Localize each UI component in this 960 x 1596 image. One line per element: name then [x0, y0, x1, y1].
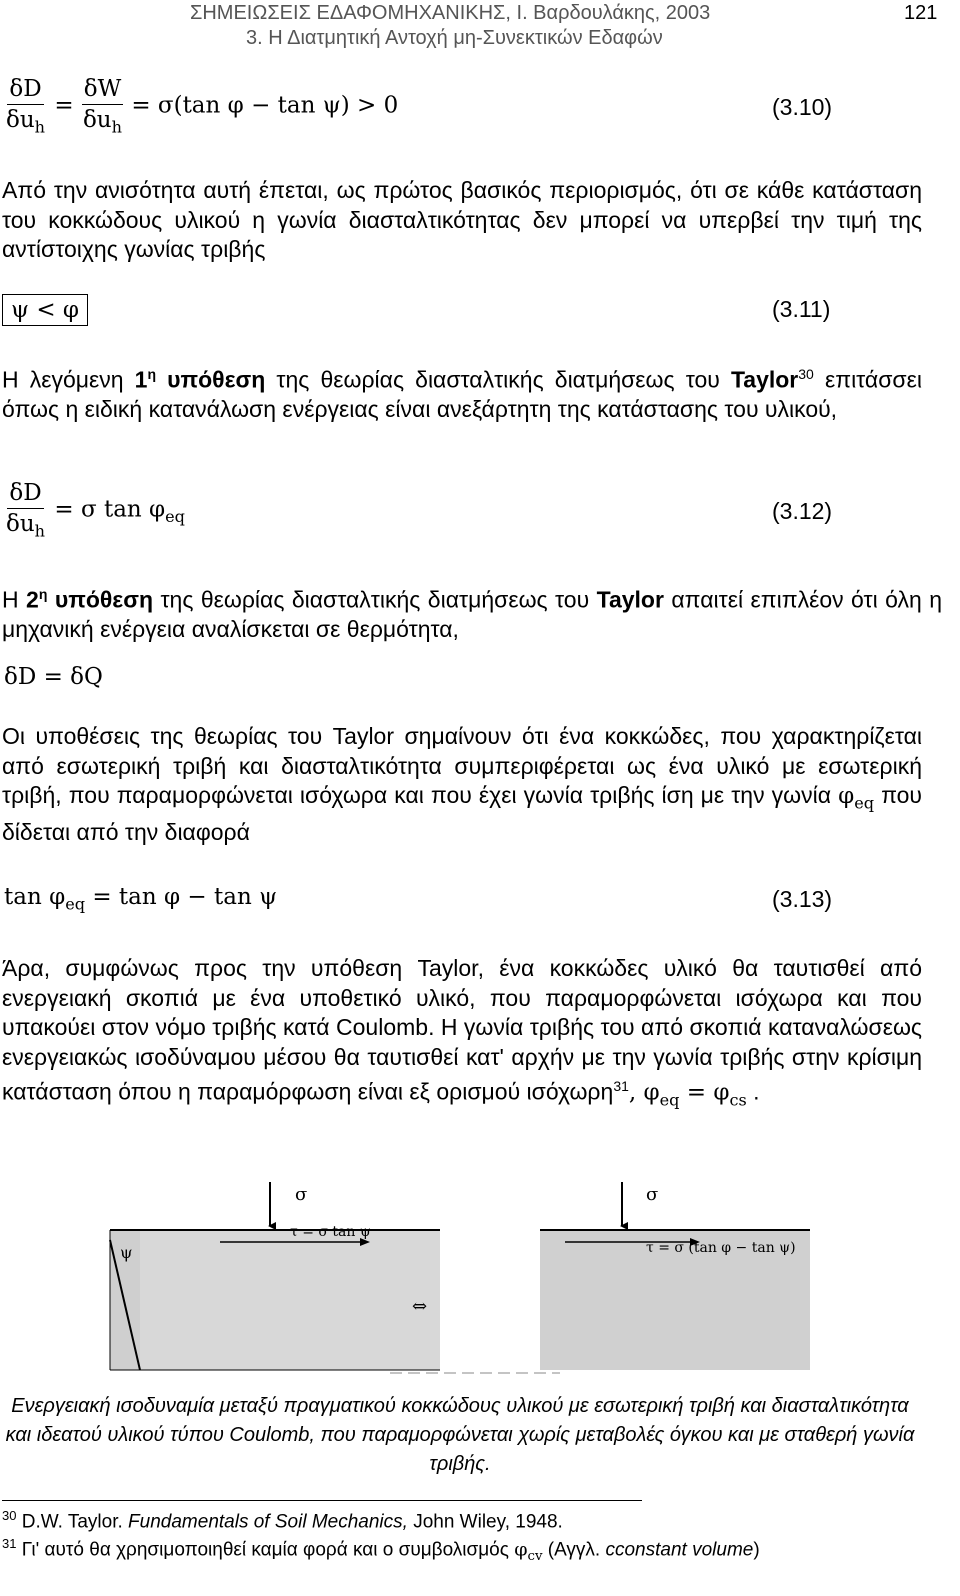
running-header-chapter: 3. Η Διατμητική Αντοχή μη-Συνεκτικών Εδαφών: [246, 27, 663, 49]
equation-3-11: ψ < φ: [2, 294, 88, 326]
footnote-30: $^{30}$ D.W. Taylor. Fundamentals of Soil Mechanics, John Wiley, 1948.: [2, 1508, 563, 1533]
equivalence-symbol: ⇔: [412, 1296, 428, 1317]
equation-number-3-11: (3.11): [772, 296, 831, 322]
page-number: 121: [904, 2, 938, 24]
label-tau-right: τ = σ (tan φ − tan ψ): [646, 1240, 796, 1256]
equation-number-3-12: (3.12): [772, 498, 833, 524]
label-sigma-left: σ: [295, 1184, 308, 1205]
figure-caption: Ενεργειακή ισοδυναμία μεταξύ πραγματικού κοκκώδους υλικού με εσωτερική τριβή και διασταλτικότητα και ιδεατού υλικού τύπου Coulomb, που παραμορφώνεται χωρίς μεταβολές όγκου και με σταθερή γωνία τριβής.: [5, 1395, 915, 1475]
paragraph-dilatancy-constraint: Από την ανισότητα αυτή έπεται, ως πρώτος βασικός περιορισμός, ότι σε κάθε κατάσταση του κοκκώδους υλικού η γωνία διασταλτικότητας δεν μπορεί να υπερβεί την τιμή της αντίστοιχης γωνίας τριβής: [2, 177, 922, 262]
paragraph-coulomb-equivalence: Άρα, συμφώνως προς την υπόθεση Taylor, ένα κοκκώδες υλικό θα ταυτισθεί από ενεργειακή σκοπιά με ένα υποθετικό υλικό, που παραμορφώνεται ισόχωρα και που υπακούει στον νόμο τριβής κατά Coulomb. Η γωνία τριβής του από σκοπιά καταναλώσεως ενεργειακώς ισοδύναμου μέσου θα ταυτισθεί κατ' αρχήν με την γωνία τριβής στην κρίσιμη κατάσταση όπου η παραμόρφωση είναι εξ ορισμού ισόχωρη$^{31}$, $\varphi_{eq} = \varphi_{cs}$ .: [2, 955, 922, 1110]
equation-number-3-10: (3.10): [772, 94, 833, 120]
equation-3-12: $\frac{\delta D}{\delta u_h}$ = σ $\tan \varphi_{eq}$: [6, 480, 185, 541]
label-tau-left: τ = σ tan ψ: [290, 1224, 371, 1240]
figure-energy-equivalence: [0, 1170, 940, 1380]
footnote-separator: [2, 1500, 642, 1501]
equation-number-3-13: (3.13): [772, 886, 833, 912]
footnote-31: $^{31}$ Γι' αυτό θα χρησιμοποιηθεί καμία φορά και ο συμβολισμός $\varphi_{cv}$ (Αγγλ. cconstant volume): [2, 1536, 760, 1565]
paragraph-taylor-implications: Οι υποθέσεις της θεωρίας του Taylor σημαίνουν ότι ένα κοκκώδες, που χαρακτηρίζεται από εσωτερική τριβή και διασταλτικότητα συμπεριφέρεται ως ένα υλικό με εσωτερική τριβή, που παραμορφώνεται ισόχωρα και που έχει γωνία τριβής ίση με την γωνία $\varphi_{eq}$ που δίδεται από την διαφορά: [2, 723, 923, 846]
label-sigma-right: σ: [646, 1184, 659, 1205]
fraction-dD-duh-2: $\frac{\delta D}{\delta u_h}$: [6, 480, 46, 541]
running-header-title: ΣΗΜΕΙΩΣΕΙΣ ΕΔΑΦΟΜΗΧΑΝΙΚΗΣ, Ι. Βαρδουλάκης, 2003: [190, 2, 711, 24]
paragraph-first-hypothesis: Η λεγόμενη $1^\eta$ υπόθεση της θεωρίας διασταλτικής διατμήσεως του Taylor$^{30}$ επιτάσσει όπως η ειδική κατανάλωση ενέργειας είναι ανεξάρτητη της κατάστασης του υλικού,: [2, 366, 922, 423]
fraction-dW-duh: $\frac{\delta W}{\delta u_h}$: [82, 76, 122, 137]
equation-3-10: $\frac{\delta D}{\delta u_h}$ = $\frac{\delta W}{\delta u_h}$ = σ(tan φ − tan ψ) > 0: [6, 76, 399, 137]
fraction-dD-duh: $\frac{\delta D}{\delta u_h}$: [6, 76, 46, 137]
label-psi: ψ: [120, 1243, 133, 1262]
paragraph-second-hypothesis: Η $2^\eta$ υπόθεση της θεωρίας διασταλτικής διατμήσεως του Taylor απαιτεί επιπλέον ότι όλη η μηχανική ενέργεια αναλίσκεται σε θερμότητα,: [2, 586, 943, 643]
equation-energy-heat: δD = δQ: [4, 664, 103, 690]
equation-3-13: $\tan \varphi_{eq} = \tan \varphi - \tan \psi$: [4, 884, 278, 914]
equation-3-10-rhs: = σ(tan φ − tan ψ) > 0: [131, 92, 399, 119]
sheared-block-dilatant: [110, 1230, 440, 1370]
